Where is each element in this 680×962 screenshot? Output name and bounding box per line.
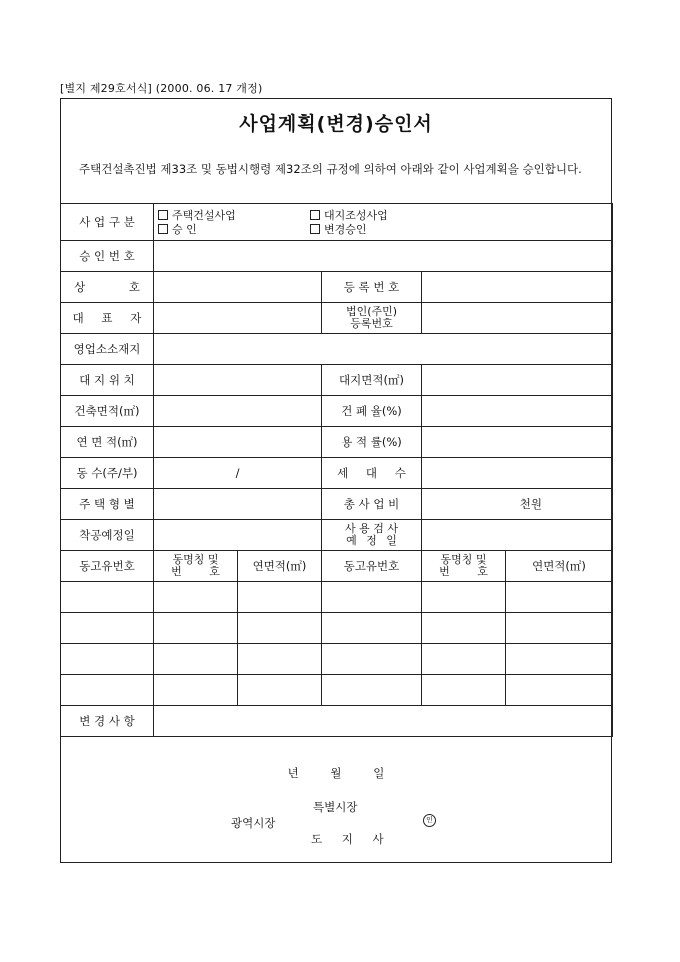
table-cell[interactable]	[506, 582, 613, 613]
table-cell[interactable]	[154, 582, 238, 613]
buildings-label: 동 수(주/부)	[61, 458, 154, 489]
floor-area-ratio-label: 용 적 률(%)	[322, 427, 422, 458]
total-cost-field[interactable]: 천원	[422, 489, 613, 520]
table-cell[interactable]	[422, 675, 506, 706]
intro-text: 주택건설촉진법 제33조 및 동법시행령 제32조의 규정에 의하여 아래와 같이 사업계획을 승인합니다.	[79, 162, 582, 176]
table-cell[interactable]	[506, 675, 613, 706]
option-housing-construction[interactable]: 주택건설사업	[158, 210, 236, 222]
representative-label: 대 표 자	[61, 303, 154, 334]
table-cell[interactable]	[422, 613, 506, 644]
table-cell[interactable]	[154, 675, 238, 706]
table-cell[interactable]	[61, 613, 154, 644]
site-area-label: 대지면적(㎡)	[322, 365, 422, 396]
building-area-field[interactable]	[154, 396, 322, 427]
col-building-name: 동명칭 및 번 호	[154, 551, 238, 582]
site-location-field[interactable]	[154, 365, 322, 396]
site-location-label: 대 지 위 치	[61, 365, 154, 396]
table-row	[61, 582, 613, 613]
form-table	[60, 203, 613, 737]
table-cell[interactable]	[422, 582, 506, 613]
table-cell[interactable]	[61, 675, 154, 706]
option-approval[interactable]: 승 인	[158, 224, 197, 236]
table-row	[61, 613, 613, 644]
households-field[interactable]	[422, 458, 613, 489]
checkbox-icon[interactable]	[158, 210, 168, 220]
checkbox-icon[interactable]	[158, 224, 168, 234]
households-label: 세 대 수	[322, 458, 422, 489]
registration-no-field[interactable]	[422, 272, 613, 303]
coverage-ratio-label: 건 폐 율(%)	[322, 396, 422, 427]
representative-field[interactable]	[154, 303, 322, 334]
col-unique-no: 동고유번호	[61, 551, 154, 582]
table-row	[61, 675, 613, 706]
authority-governor: 도 지 사	[311, 832, 392, 846]
table-cell[interactable]	[322, 675, 422, 706]
total-cost-label: 총 사 업 비	[322, 489, 422, 520]
floor-area-ratio-field[interactable]	[422, 427, 613, 458]
total-floor-area-label: 연 면 적(㎡)	[61, 427, 154, 458]
start-date-label: 착공예정일	[61, 520, 154, 551]
table-row	[61, 644, 613, 675]
authority-special-city: 특별시장	[313, 800, 358, 814]
corp-reg-no-label: 법인(주민) 등록번호	[322, 303, 422, 334]
table-cell[interactable]	[238, 675, 322, 706]
checkbox-icon[interactable]	[310, 224, 320, 234]
total-floor-area-field[interactable]	[154, 427, 322, 458]
company-name-label: 상 호	[61, 272, 154, 303]
registration-no-label: 등 록 번 호	[322, 272, 422, 303]
col-building-name-2: 동명칭 및 번 호	[422, 551, 506, 582]
table-cell[interactable]	[238, 582, 322, 613]
buildings-field[interactable]: /	[154, 458, 322, 489]
form-title: 사업계획(변경)승인서	[239, 113, 433, 135]
approval-form	[60, 98, 612, 863]
seal-icon: 인	[423, 814, 436, 827]
table-cell[interactable]	[322, 644, 422, 675]
inspection-date-field[interactable]	[422, 520, 613, 551]
table-cell[interactable]	[322, 582, 422, 613]
table-cell[interactable]	[506, 644, 613, 675]
building-area-label: 건축면적(㎡)	[61, 396, 154, 427]
authority-metro-city: 광역시장	[231, 816, 276, 830]
table-cell[interactable]	[61, 644, 154, 675]
table-cell[interactable]	[238, 613, 322, 644]
col-floor-area: 연면적(㎡)	[238, 551, 322, 582]
change-items-label: 변 경 사 항	[61, 706, 154, 737]
corp-reg-no-field[interactable]	[422, 303, 613, 334]
office-address-field[interactable]	[154, 334, 613, 365]
table-cell[interactable]	[238, 644, 322, 675]
table-cell[interactable]	[154, 613, 238, 644]
company-name-field[interactable]	[154, 272, 322, 303]
col-floor-area-2: 연면적(㎡)	[506, 551, 613, 582]
table-cell[interactable]	[322, 613, 422, 644]
table-cell[interactable]	[61, 582, 154, 613]
option-change-approval[interactable]: 변경승인	[310, 224, 367, 236]
signature-block	[61, 759, 611, 863]
project-type-options	[154, 204, 613, 241]
approval-no-field[interactable]	[154, 241, 613, 272]
table-cell[interactable]	[506, 613, 613, 644]
site-area-field[interactable]	[422, 365, 613, 396]
approval-no-label: 승 인 번 호	[61, 241, 154, 272]
checkbox-icon[interactable]	[310, 210, 320, 220]
inspection-date-label: 사 용 검 사 예 정 일	[322, 520, 422, 551]
option-land-development[interactable]: 대지조성사업	[310, 210, 388, 222]
project-type-label: 사 업 구 분	[61, 204, 154, 241]
housing-type-label: 주 택 형 별	[61, 489, 154, 520]
col-unique-no-2: 동고유번호	[322, 551, 422, 582]
start-date-field[interactable]	[154, 520, 322, 551]
table-cell[interactable]	[154, 644, 238, 675]
form-number-note: [별지 제29호서식] (2000. 06. 17 개정)	[60, 82, 263, 95]
housing-type-field[interactable]	[154, 489, 322, 520]
coverage-ratio-field[interactable]	[422, 396, 613, 427]
issue-date: 년 월 일	[287, 766, 385, 780]
change-items-field[interactable]	[154, 706, 613, 737]
table-cell[interactable]	[422, 644, 506, 675]
office-address-label: 영업소소재지	[61, 334, 154, 365]
